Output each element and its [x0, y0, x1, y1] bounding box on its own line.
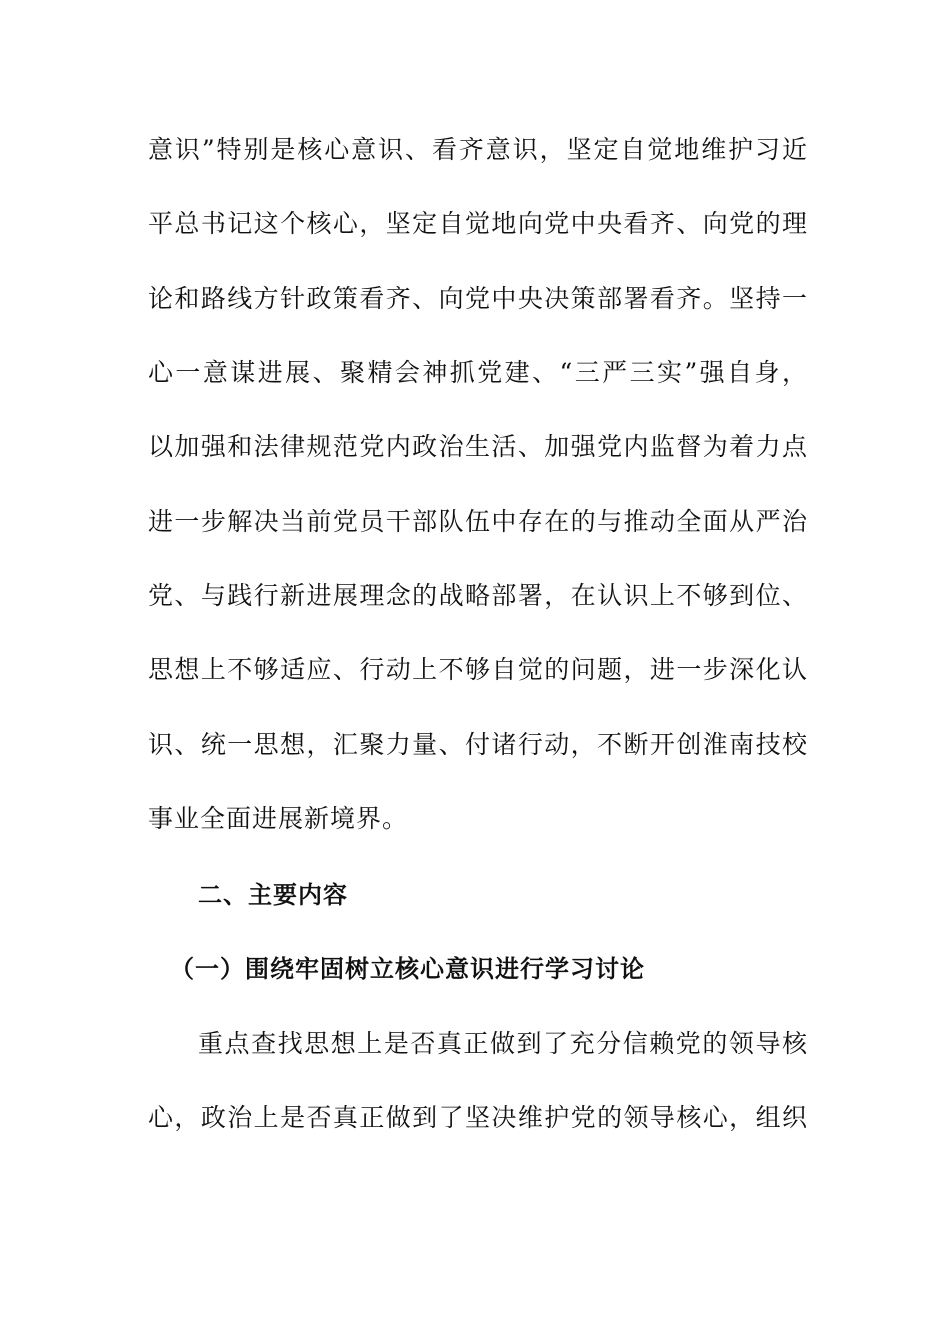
paragraph-line: 心一意谋进展、聚精会神抓党建、“三严三实”强自身， [148, 358, 808, 387]
paragraph-line: 党、与践行新进展理念的战略部署，在认识上不够到位、 [148, 581, 808, 610]
paragraph-line: 心，政治上是否真正做到了坚决维护党的领导核心，组织 [148, 1103, 808, 1132]
paragraph-line: 意识”特别是核心意识、看齐意识，坚定自觉地维护习近 [148, 135, 808, 164]
paragraph-line: 思想上不够适应、行动上不够自觉的问题，进一步深化认 [148, 655, 808, 684]
paragraph-line: 以加强和法律规范党内政治生活、加强党内监督为着力点 [148, 432, 808, 461]
section-heading: 二、主要内容 [198, 881, 348, 909]
paragraph-line: 论和路线方针政策看齐、向党中央决策部署看齐。坚持一 [148, 284, 808, 313]
paragraph-line: 重点查找思想上是否真正做到了充分信赖党的领导核 [198, 1029, 808, 1058]
paragraph-line: 平总书记这个核心，坚定自觉地向党中央看齐、向党的理 [148, 209, 808, 238]
subsection-heading: （一）围绕牢固树立核心意识进行学习讨论 [170, 955, 645, 983]
paragraph-line: 事业全面进展新境界。 [148, 804, 409, 833]
paragraph-line: 识、统一思想，汇聚力量、付诸行动，不断开创淮南技校 [148, 730, 808, 759]
paragraph-line: 进一步解决当前党员干部队伍中存在的与推动全面从严治 [148, 507, 808, 536]
